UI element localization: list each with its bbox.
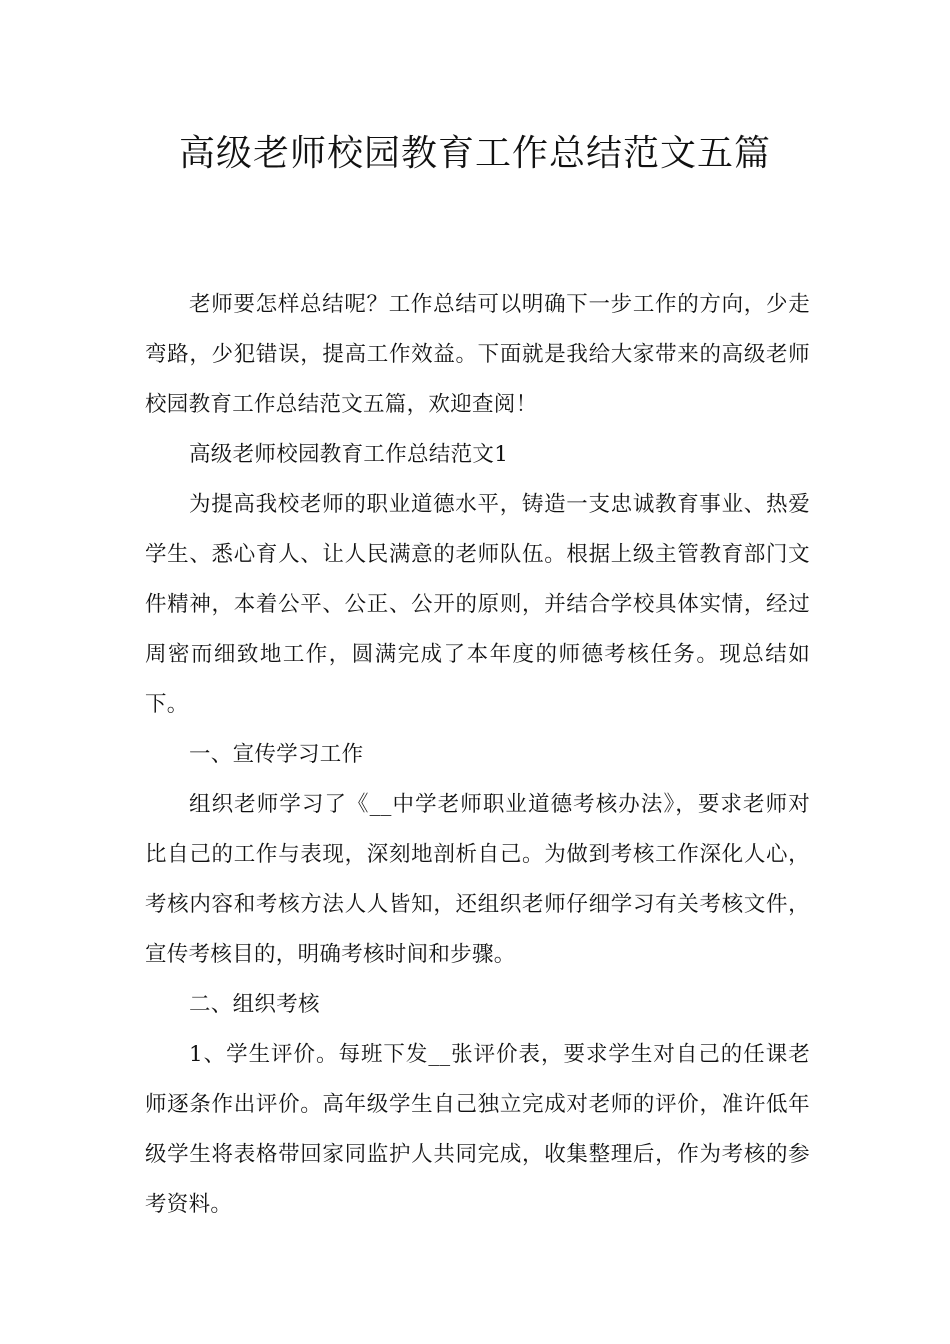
body-paragraph: 组织老师学习了《__中学老师职业道德考核办法》，要求老师对比自己的工作与表现，深刻地剖析自己。为做到考核工作深化人心，考核内容和考核方法人人皆知，还组织老师仔细学习有关考核文件，宣传考核目的，明确考核时间和步骤。 <box>145 792 810 967</box>
section-heading-publicity: 一、宣传学习工作 <box>189 742 364 767</box>
document-title: 高级老师校园教育工作总结范文五篇 <box>178 133 771 174</box>
intro-paragraph: 老师要怎样总结呢？工作总结可以明确下一步工作的方向，少走弯路，少犯错误，提高工作效益。下面就是我给大家带来的高级老师校园教育工作总结范文五篇，欢迎查阅！ <box>145 292 810 417</box>
section-heading-assessment: 二、组织考核 <box>189 992 320 1017</box>
section-heading-essay-1: 高级老师校园教育工作总结范文1 <box>189 442 509 467</box>
document-body <box>145 280 810 1230</box>
body-paragraph: 为提高我校老师的职业道德水平，铸造一支忠诚教育事业、热爱学生、悉心育人、让人民满意的老师队伍。根据上级主管教育部门文件精神，本着公平、公正、公开的原则，并结合学校具体实情，经过周密而细致地工作，圆满完成了本年度的师德考核任务。现总结如下。 <box>145 492 810 717</box>
body-paragraph: 1、学生评价。每班下发__张评价表，要求学生对自己的任课老师逐条作出评价。高年级学生自己独立完成对老师的评价，准许低年级学生将表格带回家同监护人共同完成，收集整理后，作为考核的参考资料。 <box>145 1042 810 1217</box>
